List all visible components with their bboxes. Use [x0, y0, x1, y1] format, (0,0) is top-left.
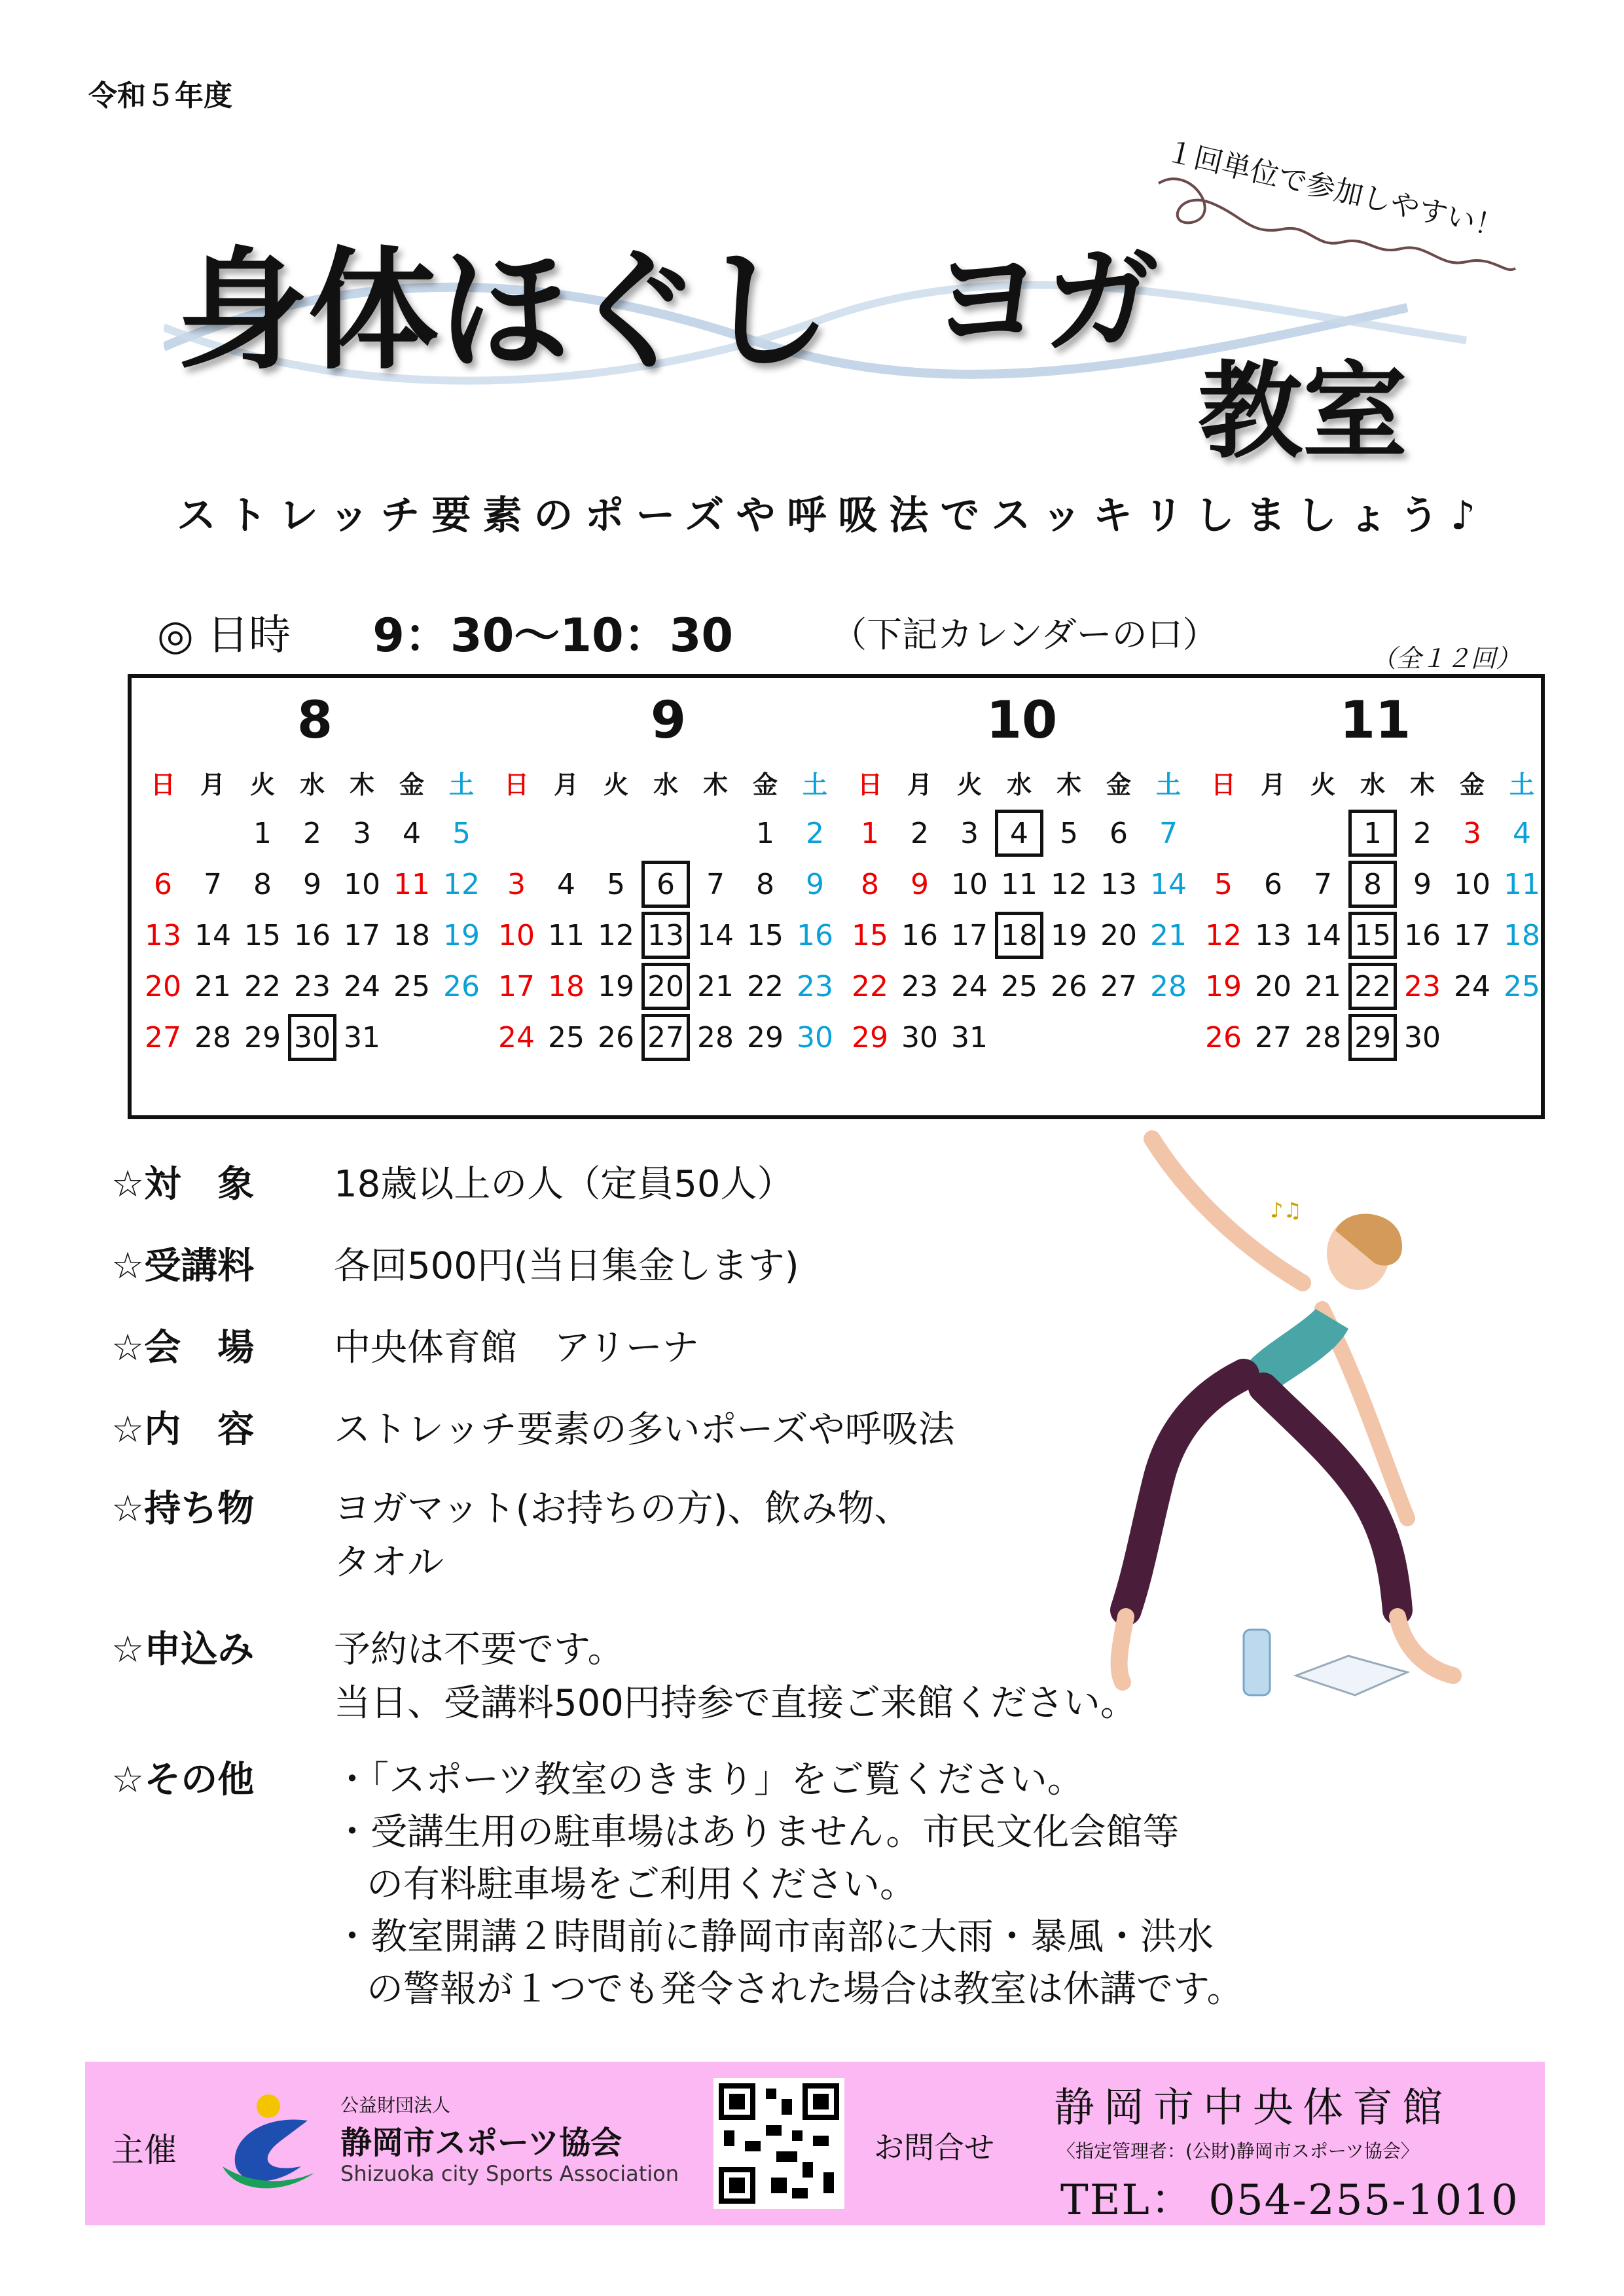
calendar-day-cell: 4	[1513, 816, 1531, 850]
calendar-day-cell: 18	[548, 969, 585, 1003]
sports-association-logo-icon	[209, 2088, 327, 2199]
calendar-day-cell: 7	[204, 867, 222, 901]
calendar-day-cell: 7	[706, 867, 725, 901]
calendar-day-cell: 2	[911, 816, 929, 850]
calendar-day-cell	[492, 810, 541, 857]
calendar-day-cell: 17	[498, 969, 535, 1003]
sponsor-label: 主催	[111, 2131, 177, 2169]
calendar-week-row	[492, 910, 845, 961]
calendar-day-cell: 14	[697, 918, 734, 952]
calendar-day-cell: 5	[1214, 867, 1233, 901]
weekday-header: 土	[802, 770, 827, 799]
calendar-day-cell: 9	[303, 867, 321, 901]
calendar-day-cell	[189, 810, 237, 857]
weekday-header: 木	[1409, 770, 1435, 799]
calendar-day-cell: 27	[1100, 969, 1137, 1003]
info-label: ☆対 象	[111, 1163, 255, 1206]
calendar-day-cell: 12	[598, 918, 634, 952]
calendar-day-cell	[542, 810, 590, 857]
calendar-day-cell	[1045, 1014, 1093, 1061]
calendar-day-cell: 27	[1255, 1020, 1291, 1054]
calendar-day-cell: 29	[747, 1020, 784, 1054]
info-value: 中央体育館 アリーナ	[334, 1327, 699, 1369]
weekday-header: 水	[653, 770, 678, 799]
class-day-cell: 18	[995, 912, 1043, 959]
calendar-day-cell: 14	[194, 918, 231, 952]
class-day-cell: 6	[641, 861, 690, 908]
qr-code-icon[interactable]	[713, 2078, 844, 2209]
calendar-day-cell	[437, 1014, 486, 1061]
calendar-week-row	[845, 1012, 1199, 1063]
info-value: ・教室開講２時間前に静岡市南部に大雨・暴風・洪水	[334, 1916, 1214, 1958]
calendar-day-cell	[139, 810, 187, 857]
calendar-day-cell: 15	[244, 918, 281, 952]
calendar-day-cell: 10	[951, 867, 988, 901]
info-label: ☆持ち物	[111, 1488, 255, 1530]
calendar-day-cell: 3	[353, 816, 371, 850]
calendar-day-cell	[1144, 1014, 1193, 1061]
calendar-day-cell: 8	[253, 867, 272, 901]
calendar-day-cell: 23	[901, 969, 938, 1003]
calendar-day-cell: 20	[1100, 918, 1137, 952]
title-part-3: 教室	[1198, 350, 1408, 473]
venue-name: 静岡市中央体育館	[1054, 2083, 1453, 2131]
calendar-day-cell: 22	[747, 969, 784, 1003]
schedule-label: ◎ 日時	[157, 611, 291, 660]
calendar-day-cell: 11	[1504, 867, 1540, 901]
calendar-week-row	[1199, 859, 1552, 910]
class-day-cell: 30	[288, 1014, 336, 1061]
calendar-day-cell: 13	[1255, 918, 1291, 952]
weekday-header-row	[138, 757, 492, 808]
calendar-week-row	[492, 859, 845, 910]
calendar-day-cell: 19	[443, 918, 480, 952]
org-name-english: Shizuoka city Sports Association	[340, 2161, 679, 2186]
calendar-week-row	[138, 1012, 492, 1063]
info-label: ☆内 容	[111, 1408, 255, 1451]
calendar-day-cell: 2	[1413, 816, 1432, 850]
class-day-cell: 1	[1348, 810, 1397, 857]
calendar-day-cell: 9	[1413, 867, 1432, 901]
calendar-day-cell: 10	[498, 918, 535, 952]
calendar-day-cell: 14	[1150, 867, 1187, 901]
info-value: ・「スポーツ教室のきまり」をご覧ください。	[334, 1759, 1084, 1801]
calendar-day-cell: 3	[1463, 816, 1481, 850]
calendar-day-cell: 25	[1504, 969, 1540, 1003]
calendar-week-row	[1199, 808, 1552, 859]
calendar-day-cell: 2	[303, 816, 321, 850]
calendar-week-row	[1199, 961, 1552, 1012]
calendar-day-cell: 2	[806, 816, 824, 850]
info-value: の有料駐車場をご利用ください。	[367, 1863, 916, 1906]
class-day-cell: 13	[641, 912, 690, 959]
calendar-day-cell: 16	[294, 918, 331, 952]
class-day-cell: 15	[1348, 912, 1397, 959]
calendar-day-cell: 20	[145, 969, 181, 1003]
weekday-header: 月	[907, 770, 932, 799]
weekday-header: 土	[1155, 770, 1181, 799]
calendar-day-cell: 25	[548, 1020, 585, 1054]
info-value: 当日、受講料500円持参で直接ご来館ください。	[334, 1682, 1137, 1725]
weekday-header: 土	[1509, 770, 1534, 799]
calendar-day-cell	[1249, 810, 1297, 857]
month-grid	[1199, 757, 1552, 1063]
weekday-header: 日	[503, 770, 529, 799]
calendar-day-cell: 1	[253, 816, 272, 850]
calendar-day-cell: 16	[797, 918, 833, 952]
class-day-cell: 27	[641, 1014, 690, 1061]
title-part-1: 身体ほぐし	[177, 234, 832, 387]
calendar-day-cell: 12	[443, 867, 480, 901]
weekday-header: 金	[1106, 770, 1131, 799]
calendar-day-cell: 19	[1205, 969, 1242, 1003]
contact-label: お問合せ	[874, 2130, 994, 2165]
weekday-header-row	[1199, 757, 1552, 808]
calendar-day-cell: 14	[1305, 918, 1341, 952]
calendar-day-cell	[592, 810, 640, 857]
calendar-day-cell: 5	[452, 816, 471, 850]
calendar-day-cell: 12	[1205, 918, 1242, 952]
info-items	[111, 1482, 911, 1590]
info-label: ☆申込み	[111, 1628, 255, 1671]
calendar-day-cell: 26	[1205, 1020, 1242, 1054]
phone-number[interactable]: TEL： 054-255-1010	[1060, 2176, 1519, 2225]
svg-text:♪♫: ♪♫	[1270, 1198, 1303, 1223]
info-apply	[111, 1623, 1137, 1731]
calendar-week-row	[138, 910, 492, 961]
calendar-day-cell: 24	[498, 1020, 535, 1054]
weekday-header: 金	[1459, 770, 1485, 799]
schedule-note: （下記カレンダーの口）	[831, 613, 1218, 655]
weekday-header: 火	[956, 770, 982, 799]
calendar-week-row	[1199, 910, 1552, 961]
calendar-day-cell: 5	[607, 867, 625, 901]
info-value: 各回500円(当日集金します)	[334, 1245, 799, 1287]
calendar-day-cell: 23	[797, 969, 833, 1003]
calendar-day-cell: 1	[861, 816, 879, 850]
calendar-day-cell: 31	[344, 1020, 380, 1054]
calendar-day-cell	[1299, 810, 1347, 857]
footer-banner	[85, 2062, 1545, 2225]
calendar-day-cell: 31	[951, 1020, 988, 1054]
tagline: １回単位で参加しやすい！	[1163, 134, 1507, 245]
weekday-header: 水	[299, 770, 325, 799]
calendar-day-cell: 29	[852, 1020, 888, 1054]
calendar-day-cell: 29	[244, 1020, 281, 1054]
calendar-day-cell: 11	[1001, 867, 1038, 901]
calendar-day-cell: 25	[1001, 969, 1038, 1003]
weekday-header: 水	[1006, 770, 1032, 799]
calendar-day-cell: 10	[1454, 867, 1490, 901]
calendar-day-cell: 16	[901, 918, 938, 952]
info-value: 18歳以上の人（定員50人）	[334, 1163, 794, 1206]
info-venue	[111, 1319, 699, 1371]
total-sessions: （全１２回）	[1371, 644, 1521, 673]
subtitle: ストレッチ要素のポーズや呼吸法でスッキリしましょう♪	[177, 493, 1488, 539]
calendar-day-cell: 21	[697, 969, 734, 1003]
calendar-day-cell: 19	[598, 969, 634, 1003]
schedule-row	[157, 602, 1218, 661]
calendar-week-row	[138, 961, 492, 1012]
month-title: 9	[650, 691, 687, 750]
calendar-day-cell: 28	[1150, 969, 1187, 1003]
calendar-day-cell: 28	[1305, 1020, 1341, 1054]
weekday-header: 水	[1360, 770, 1385, 799]
weekday-header: 月	[200, 770, 225, 799]
calendar-day-cell: 6	[154, 867, 172, 901]
weekday-header: 木	[1056, 770, 1081, 799]
calendar-day-cell: 11	[393, 867, 430, 901]
calendar-day-cell	[1199, 810, 1248, 857]
calendar-day-cell: 13	[1100, 867, 1137, 901]
calendar-day-cell: 1	[756, 816, 774, 850]
month-grid	[845, 757, 1199, 1063]
info-value: ストレッチ要素の多いポーズや呼吸法	[334, 1408, 955, 1451]
calendar-day-cell: 8	[756, 867, 774, 901]
calendar-day-cell: 21	[1150, 918, 1187, 952]
calendar-day-cell: 23	[294, 969, 331, 1003]
info-value: の警報が１つでも発令された場合は教室は休講です。	[367, 1968, 1244, 2011]
weekday-header: 金	[752, 770, 778, 799]
calendar-day-cell: 7	[1314, 867, 1332, 901]
calendar-week-row	[492, 961, 845, 1012]
designated-manager: 〈指定管理者：(公財)静岡市スポーツ協会〉	[1057, 2140, 1419, 2162]
calendar-day-cell	[1498, 1014, 1546, 1061]
calendar-day-cell: 3	[960, 816, 979, 850]
calendar-day-cell	[995, 1014, 1043, 1061]
calendar-day-cell: 27	[145, 1020, 181, 1054]
calendar-day-cell: 22	[244, 969, 281, 1003]
month-title: 8	[297, 691, 333, 750]
calendar-week-row	[492, 1012, 845, 1063]
calendar-day-cell: 17	[1454, 918, 1490, 952]
calendar-week-row	[845, 808, 1199, 859]
calendar-day-cell: 24	[1454, 969, 1490, 1003]
calendar-day-cell: 21	[194, 969, 231, 1003]
weekday-header-row	[492, 757, 845, 808]
calendar-day-cell	[1094, 1014, 1143, 1061]
calendar-day-cell: 6	[1110, 816, 1128, 850]
weekday-header: 火	[249, 770, 275, 799]
calendar-day-cell: 9	[806, 867, 824, 901]
calendar-day-cell: 17	[951, 918, 988, 952]
info-label: ☆その他	[111, 1759, 255, 1801]
schedule-time: 9：30～10：30	[372, 608, 734, 662]
calendar-day-cell: 12	[1051, 867, 1087, 901]
calendar-week-row	[845, 961, 1199, 1012]
class-day-cell: 20	[641, 963, 690, 1010]
calendar-day-cell: 25	[393, 969, 430, 1003]
calendar-day-cell	[1448, 1014, 1496, 1061]
calendar-day-cell: 30	[901, 1020, 938, 1054]
calendar-day-cell: 23	[1404, 969, 1441, 1003]
weekday-header: 日	[150, 770, 175, 799]
calendar-day-cell: 10	[344, 867, 380, 901]
class-day-cell: 22	[1348, 963, 1397, 1010]
weekday-header: 木	[349, 770, 374, 799]
calendar-day-cell: 26	[443, 969, 480, 1003]
yoga-woman-illustration	[1100, 1113, 1506, 1715]
calendar-day-cell: 20	[1255, 969, 1291, 1003]
calendar-week-row	[138, 859, 492, 910]
info-content	[111, 1401, 955, 1453]
calendar-day-cell: 17	[344, 918, 380, 952]
calendar-day-cell: 21	[1305, 969, 1341, 1003]
calendar-day-cell: 11	[548, 918, 585, 952]
weekday-header: 日	[1210, 770, 1236, 799]
calendar-day-cell: 6	[1264, 867, 1282, 901]
org-name: 静岡市スポーツ協会	[340, 2125, 623, 2161]
calendar-day-cell	[641, 810, 690, 857]
calendar-day-cell: 9	[911, 867, 929, 901]
class-day-cell: 8	[1348, 861, 1397, 908]
info-fee	[111, 1237, 799, 1289]
calendar-day-cell: 18	[393, 918, 430, 952]
calendar-day-cell: 24	[344, 969, 380, 1003]
calendar-day-cell	[388, 1014, 436, 1061]
calendar-day-cell: 26	[598, 1020, 634, 1054]
calendar-week-row	[138, 808, 492, 859]
calendar-day-cell: 30	[1404, 1020, 1441, 1054]
calendar-week-row	[845, 859, 1199, 910]
calendar-day-cell: 4	[403, 816, 421, 850]
info-label: ☆会 場	[111, 1327, 255, 1369]
info-value: ・受講生用の駐車場はありません。市民文化会館等	[334, 1811, 1180, 1854]
month-title: 10	[986, 691, 1058, 750]
month-grid	[492, 757, 845, 1063]
info-other	[111, 1754, 1244, 2016]
calendar-day-cell: 19	[1051, 918, 1087, 952]
calendar-day-cell: 22	[852, 969, 888, 1003]
weekday-header: 月	[1260, 770, 1286, 799]
calendar-day-cell: 18	[1504, 918, 1540, 952]
calendar-day-cell: 28	[194, 1020, 231, 1054]
calendar-day-cell: 28	[697, 1020, 734, 1054]
weekday-header-row	[845, 757, 1199, 808]
calendar-day-cell	[691, 810, 740, 857]
info-value: タオル	[334, 1541, 444, 1584]
calendar-day-cell: 4	[557, 867, 575, 901]
calendar-day-cell: 7	[1159, 816, 1178, 850]
calendar-day-cell: 5	[1060, 816, 1078, 850]
info-value: ヨガマット(お持ちの方)、飲み物、	[334, 1488, 911, 1530]
calendar-day-cell: 30	[797, 1020, 833, 1054]
calendar-day-cell: 15	[852, 918, 888, 952]
calendar-day-cell: 26	[1051, 969, 1087, 1003]
calendar-day-cell: 13	[145, 918, 181, 952]
calendar-day-cell: 16	[1404, 918, 1441, 952]
weekday-header: 日	[857, 770, 882, 799]
weekday-header: 金	[399, 770, 424, 799]
calendar-day-cell: 3	[507, 867, 526, 901]
class-day-cell: 4	[995, 810, 1043, 857]
info-target	[111, 1155, 794, 1208]
calendar-day-cell: 24	[951, 969, 988, 1003]
org-subtitle: 公益財団法人	[340, 2094, 451, 2116]
calendar-day-cell: 15	[747, 918, 784, 952]
info-value: 予約は不要です。	[334, 1628, 624, 1671]
calendar-week-row	[845, 910, 1199, 961]
calendar-day-cell: 8	[861, 867, 879, 901]
info-label: ☆受講料	[111, 1245, 255, 1287]
calendar-week-row	[492, 808, 845, 859]
class-day-cell: 29	[1348, 1014, 1397, 1061]
title-part-2: ヨガ	[929, 234, 1159, 368]
weekday-header: 土	[448, 770, 474, 799]
month-grid	[138, 757, 492, 1063]
fiscal-year: 令和５年度	[88, 79, 232, 113]
weekday-header: 火	[1310, 770, 1335, 799]
weekday-header: 火	[603, 770, 628, 799]
month-title: 11	[1339, 691, 1411, 750]
weekday-header: 木	[702, 770, 728, 799]
weekday-header: 月	[553, 770, 579, 799]
calendar-week-row	[1199, 1012, 1552, 1063]
calendar	[128, 674, 1545, 1119]
